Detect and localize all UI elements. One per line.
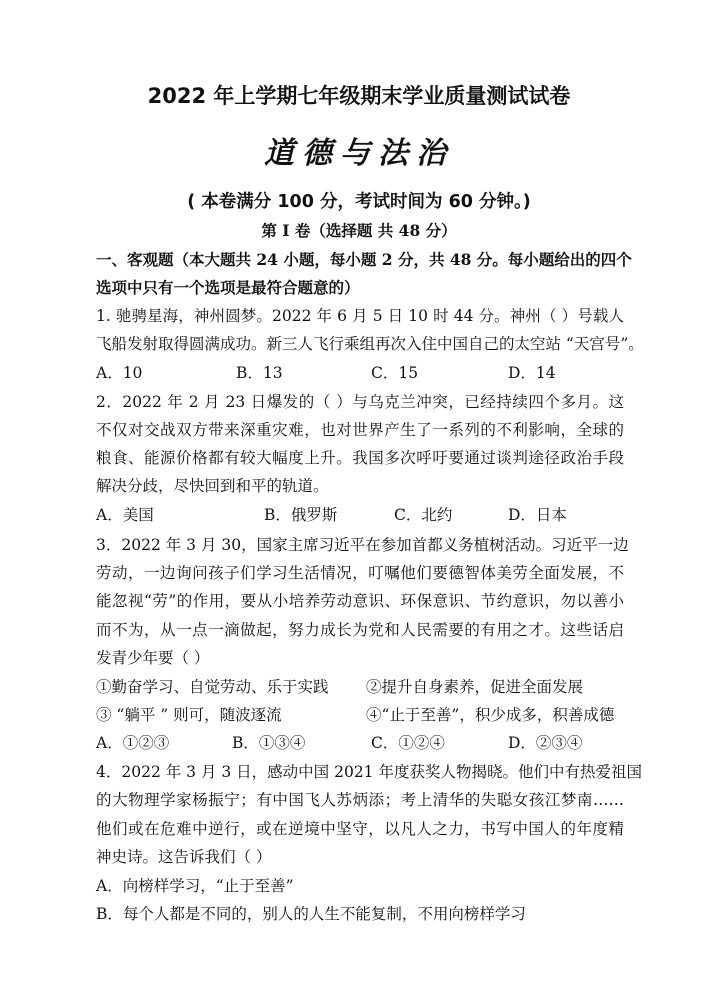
q3-item-4: ④“止于至善”，积少成多，积善成德 (366, 706, 615, 724)
q4-stem-line2: 的大物理学家杨振宁；有中国飞人苏炳添；考上清华的失聪女孩江梦南…… (96, 791, 624, 809)
q2-stem-line3: 粮食、能源价格都有较大幅度上升。我国多次呼吁要通过谈判途径政治手段 (96, 449, 624, 467)
q2-option-b: B．俄罗斯 (264, 506, 338, 524)
exam-note: ( 本卷满分 100 分，考试时间为 60 分钟。) (187, 192, 531, 212)
volume-heading: 第 I 卷（选择题 共 48 分） (261, 221, 457, 240)
q3-stem-line4: 而不为，从一点一滴做起，努力成长为党和人民需要的有用之才。这些话启 (96, 621, 624, 639)
q2-option-c: C．北约 (394, 506, 453, 524)
q3-item-2: ②提升自身素养，促进全面发展 (366, 678, 584, 696)
q3-option-d: D．②③④ (508, 734, 583, 752)
q3-stem-line5: 发青少年要（ ） (96, 649, 210, 667)
q4-stem-line4: 神史诗。这告诉我们（ ） (96, 848, 272, 866)
q4-stem-line3: 他们或在危难中逆行，或在逆境中坚守，以凡人之力，书写中国人的年度精 (96, 820, 624, 838)
q1-option-c: C．15 (371, 364, 419, 382)
exam-title: 2022 年上学期七年级期末学业质量测试试卷 (147, 84, 571, 108)
q2-stem-line2: 不仅对交战双方带来深重灾难，也对世界产生了一系列的不利影响，全球的 (96, 421, 624, 439)
q3-stem-line2: 劳动，一边询问孩子们学习生活情况，叮嘱他们要德智体美劳全面发展，不 (96, 564, 624, 582)
q3-option-a: A．①②③ (96, 734, 170, 752)
section-heading-line2: 选项中只有一个选项是最符合题意的） (96, 278, 360, 297)
q1-option-d: D．14 (508, 364, 556, 382)
q1-stem-line1: 1. 驰骋星海，神州圆梦。2022 年 6 月 5 日 10 时 44 分。神州（ ）号载人 (96, 307, 624, 325)
q1-option-b: B．13 (236, 364, 283, 382)
q4-option-b: B．每个人都是不同的，别人的人生不能复制，不用向榜样学习 (96, 905, 526, 923)
q2-stem-line1: 2．2022 年 2 月 23 日爆发的（ ）与乌克兰冲突，已经持续四个多月。这 (96, 393, 624, 411)
q3-option-c: C．①②④ (371, 734, 445, 752)
q3-stem-line1: 3．2022 年 3 月 30，国家主席习近平在参加首都义务植树活动。习近平一边 (96, 536, 629, 554)
q2-option-a: A．美国 (96, 506, 154, 524)
q1-stem-line2: 飞船发射取得圆满成功。新三人飞行乘组再次入住中国自己的太空站 “天宫号”。 (96, 335, 644, 353)
q4-option-a: A．向榜样学习，“止于至善” (96, 877, 294, 895)
q3-item-1: ①勤奋学习、自觉劳动、乐于实践 (96, 678, 329, 696)
q3-stem-line3: 能忽视“劳”的作用，要从小培养劳动意识、环保意识、节约意识，勿以善小 (96, 592, 624, 610)
q2-stem-line4: 解决分歧，尽快回到和平的轨道。 (96, 477, 329, 495)
q1-option-a: A．10 (96, 364, 143, 382)
q4-stem-line1: 4．2022 年 3 月 3 日，感动中国 2021 年度获奖人物揭晓。他们中有热爱祖国 (96, 763, 642, 781)
q2-option-d: D．日本 (508, 506, 567, 524)
q3-option-b: B．①③④ (232, 734, 306, 752)
section-heading-line1: 一、客观题（本大题共 24 小题，每小题 2 分，共 48 分。每小题给出的四个 (96, 250, 632, 269)
subject-title: 道德与法治 (264, 136, 454, 171)
q3-item-3: ③ “躺平 ” 则可，随波逐流 (96, 706, 282, 724)
